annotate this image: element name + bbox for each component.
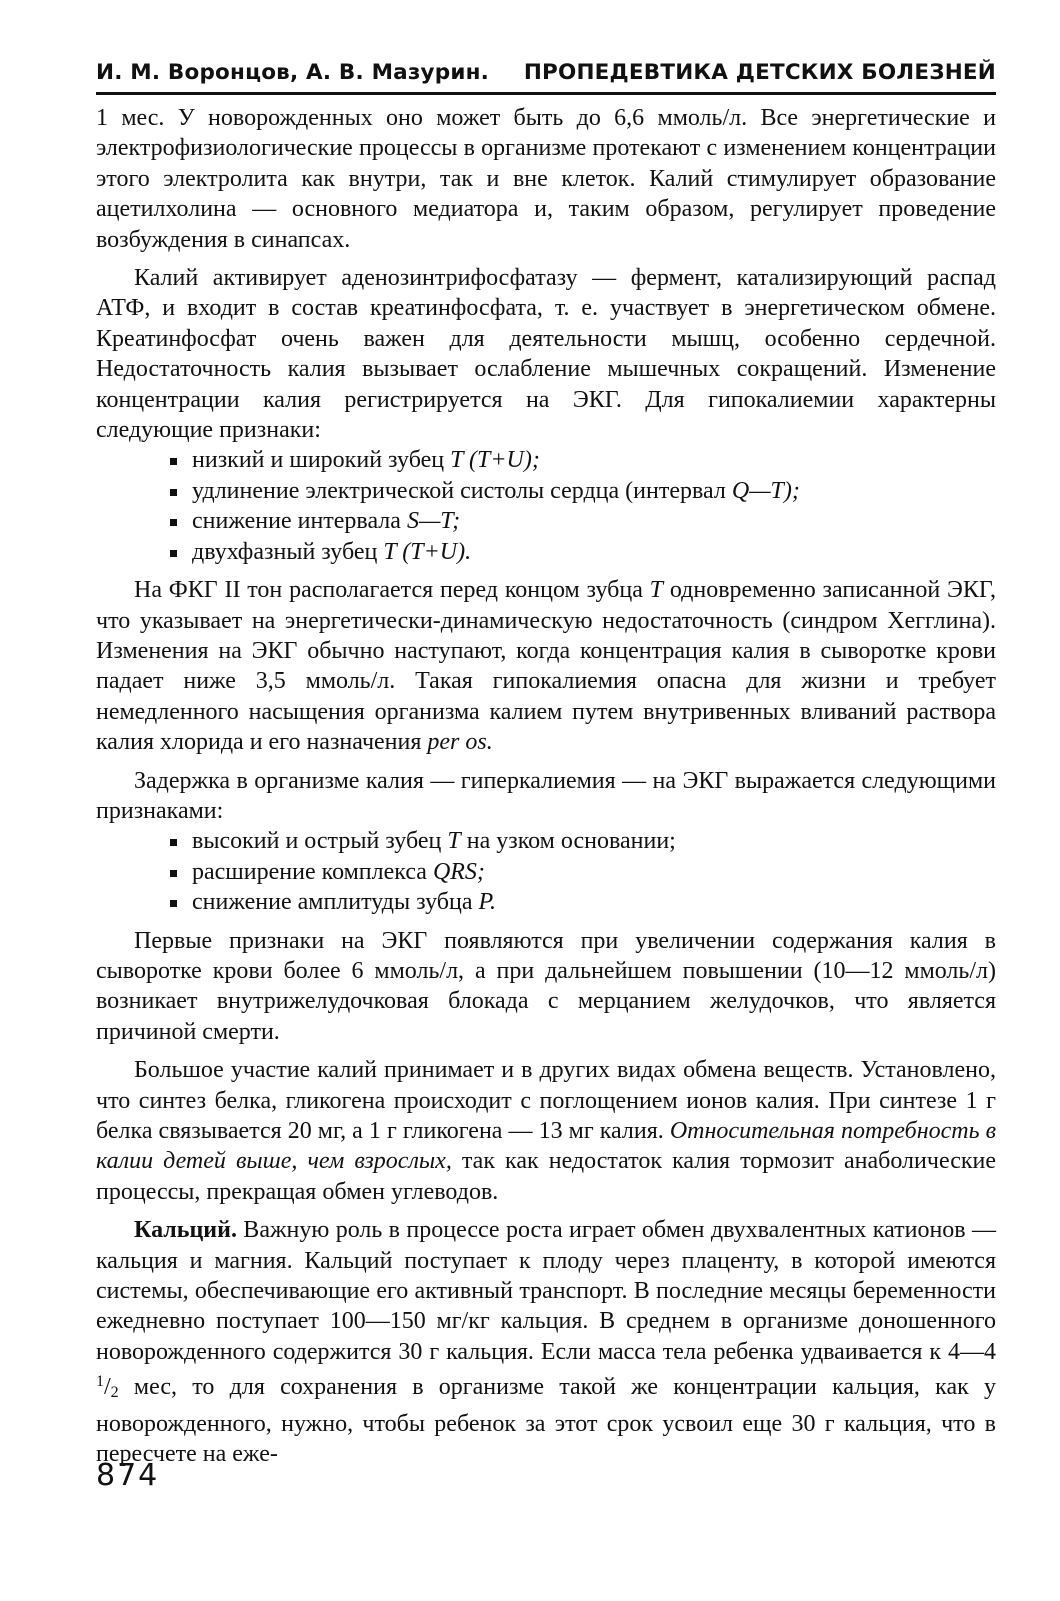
header-authors: И. М. Воронцов, А. В. Мазурин. — [96, 60, 490, 85]
paragraph-3: На ФКГ II тон располагается перед концом зубца T одновременно записанной ЭКГ, что указывает на энергетически-динамическую недостаточность (синдром Хегглина). Изменения на ЭКГ обычно наступают, когда концентрация калия в сыворотке крови падает ниже 3,5 ммоль/л. Такая гипокалиемия опасна для жизни и требует немедленного насыщения организма калием путем внутривенных вливаний раствора калия хлорида и его назначения per os. — [96, 577, 996, 756]
header-rule — [96, 92, 996, 95]
paragraph-6: Большое участие калий принимает и в других видах обмена веществ. Установлено, что синтез белка, гликогена происходит с поглощением ионов калия. При синтезе 1 г белка связывается 20 мг, а 1 г гликогена — 13 мг калия. Относительная потребность в калии детей выше, чем взрослых, так как недостаток калия тормозит анаболические процессы, прекращая обмен углеводов. — [96, 1057, 997, 1205]
paragraph-5: Первые признаки на ЭКГ появляются при увеличении содержания калия в сыворотке крови более 6 ммоль/л, а при дальнейшем повышении (10—12 ммоль/л) возникает внутрижелудочковая блокада с мерцанием желудочков, что является причиной смерти. — [96, 927, 996, 1045]
paragraph-2: Калий активирует аденозинтрифосфатазу — фермент, катализирующий распад АТФ, и входит в состав креатинфосфата, т. е. участвует в энергетическом обмене. Креатинфосфат очень важен для деятельности мышц, особенно сердечной. Недостаточность калия вызывает ослабление мышечных сокращений. Изменение концентрации калия регистрируется на ЭКГ. Для гипокалиемии характерны следующие признаки: — [96, 265, 996, 444]
body-text — [96, 103, 996, 1469]
header-book-title: ПРОПЕДЕВТИКА ДЕТСКИХ БОЛЕЗНЕЙ — [523, 60, 996, 85]
list-item: снижение интервала S—T; — [96, 506, 996, 536]
hypokalemia-signs-list — [96, 445, 996, 567]
list-item: снижение амплитуды зубца P. — [96, 887, 996, 917]
emphasis-text: Относительная потребность в калии детей выше, чем взрослых, — [96, 1118, 997, 1175]
running-head — [96, 58, 996, 88]
paragraph-4: Задержка в организме калия — гиперкалиемия — на ЭКГ выражается следующими признаками: — [96, 767, 996, 824]
page-number: 874 — [96, 1458, 160, 1493]
section-heading-calcium: Кальций. — [134, 1217, 237, 1244]
list-item: двухфазный зубец T (T+U). — [96, 537, 996, 567]
page — [96, 58, 996, 1469]
list-item: удлинение электрической систолы сердца (интервал Q—T); — [96, 476, 996, 506]
list-item: низкий и широкий зубец T (T+U); — [96, 445, 996, 475]
paragraph-7: Кальций. Важную роль в процессе роста играет обмен двухвалентных катионов — кальция и магния. Кальций поступает к плоду через плаценту, в которой имеются системы, обеспечивающие его активный транспорт. В последние месяцы беременности ежедневно поступает 100—150 мг/кг кальция. В среднем в организме доношенного новорожденного содержится 30 г кальция. Если масса тела ребенка удваивается к 4—4 $^1$/2 мес, то для сохранения в организме такой же концентрации кальция, как у новорожденного, нужно, чтобы ребенок за этот срок усвоил еще 30 г кальция, что в пересчете на еже- — [96, 1217, 996, 1468]
hyperkalemia-signs-list — [96, 826, 996, 917]
list-item: расширение комплекса QRS; — [96, 857, 996, 887]
paragraph-1: 1 мес. У новорожденных оно может быть до 6,6 ммоль/л. Все энергетические и электрофизиологические процессы в организме протекают с изменением концентрации этого электролита как внутри, так и вне клеток. Калий стимулирует образование ацетилхолина — основного медиатора и, таким образом, регулирует проведение возбуждения в синапсах. — [96, 105, 996, 253]
list-item: высокий и острый зубец T на узком основании; — [96, 826, 996, 856]
